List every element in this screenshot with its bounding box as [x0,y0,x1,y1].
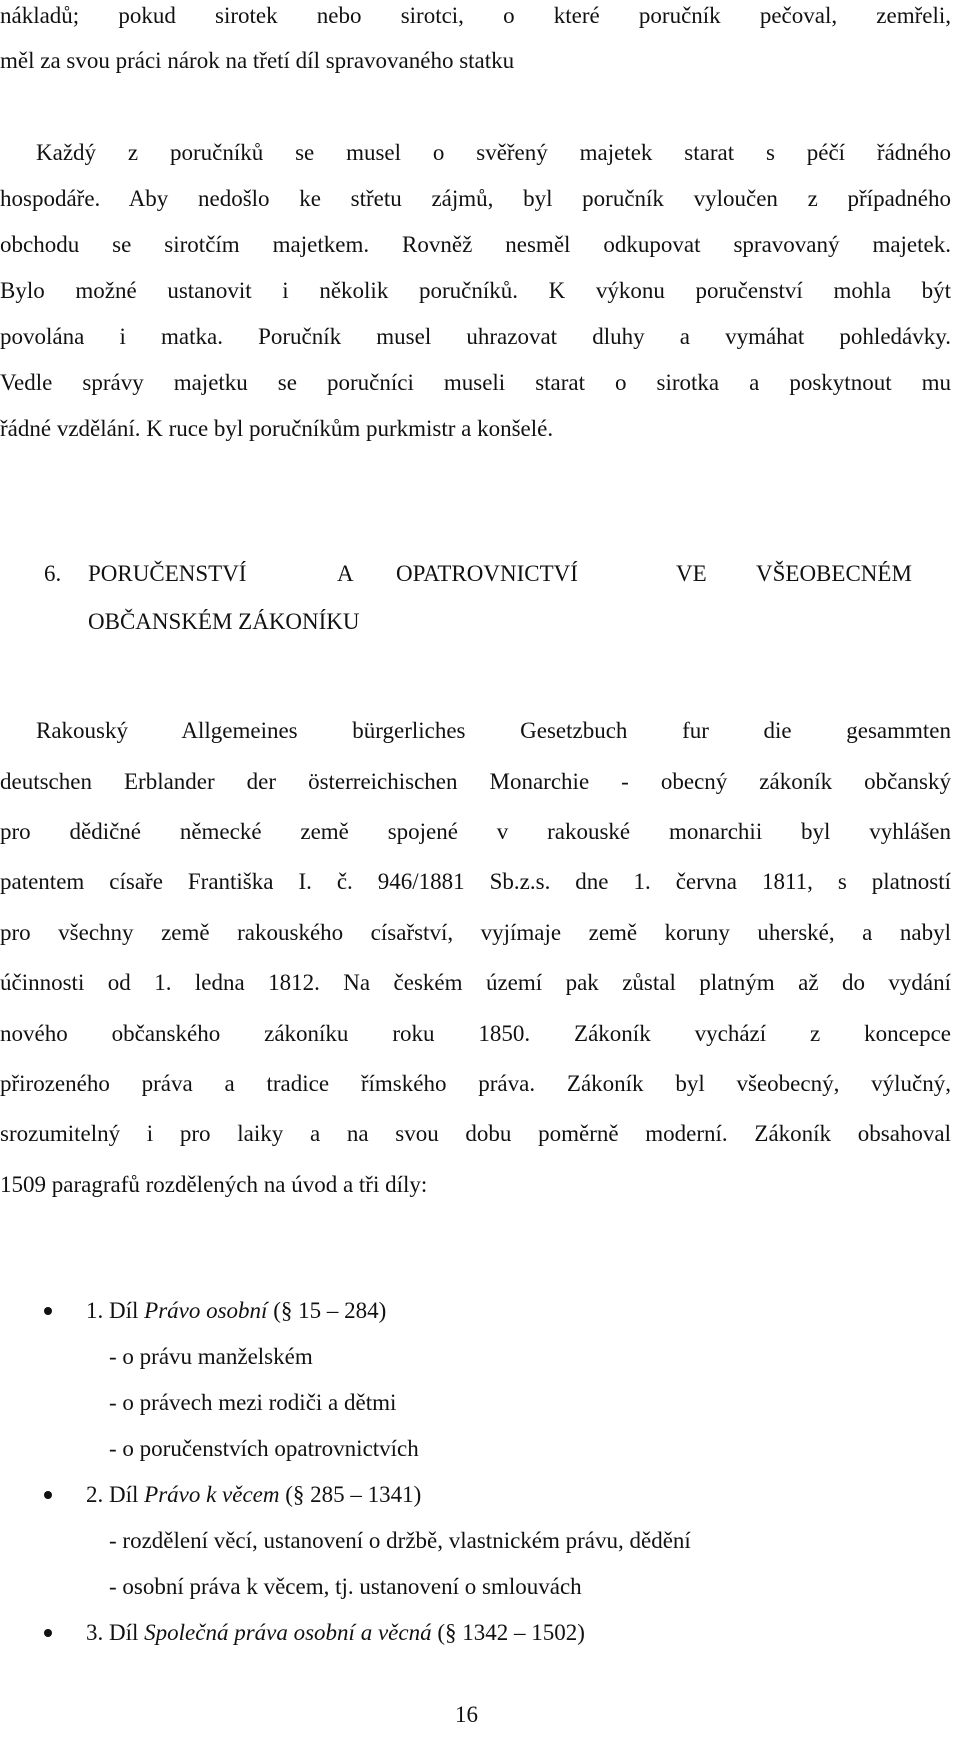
list-subitem: - osobní práva k věcem, tj. ustanovení o smlouvách [109,1574,582,1599]
text-line: Rakouský Allgemeines bürgerliches Gesetzbuch fur die gesammten [36,718,951,743]
heading-word: A [337,561,354,586]
text-line: povolána i matka. Poručník musel uhrazovat dluhy a vymáhat pohledávky. [0,324,951,349]
bullet-icon [44,1491,52,1499]
text-line: přirozeného práva a tradice římského práva. Zákoník byl všeobecný, výlučný, [0,1071,951,1096]
list-subitem: - rozdělení věcí, ustanovení o držbě, vlastnickém právu, dědění [109,1528,691,1553]
text-line: nového občanského zákoníku roku 1850. Zákoník vychází z koncepce [0,1021,951,1046]
part-title: Společná práva osobní a věcná [144,1620,432,1645]
part-prefix: 2. Díl [86,1482,145,1507]
text-line: řádné vzdělání. K ruce byl poručníkům purkmistr a konšelé. [0,416,554,441]
bullet-icon [44,1629,52,1637]
part-range: (§ 15 – 284) [267,1298,387,1323]
part-range: (§ 1342 – 1502) [431,1620,585,1645]
heading-word: OPATROVNICTVÍ [396,561,578,586]
text-line: srozumitelný i pro laiky a na svou dobu poměrně moderní. Zákoník obsahoval [0,1121,951,1146]
list-item-title [86,1480,421,1510]
text-line: měl za svou práci nárok na třetí díl spravovaného statku [0,48,515,73]
text-line: nákladů; pokud sirotek nebo sirotci, o které poručník pečoval, zemřeli, [0,3,951,28]
text-line: obchodu se sirotčím majetkem. Rovněž nesměl odkupovat spravovaný majetek. [0,232,951,257]
bullet-icon [44,1307,52,1315]
text-line: 1509 paragrafů rozdělených na úvod a tři díly: [0,1172,428,1197]
list-subitem: - o právech mezi rodiči a dětmi [109,1390,397,1415]
text-line: účinnosti od 1. ledna 1812. Na českém území pak zůstal platným až do vydání [0,970,951,995]
text-line: Každý z poručníků se musel o svěřený majetek starat s péčí řádného [36,140,951,165]
text-line: Bylo možné ustanovit i několik poručníků. K výkonu poručenství mohla být [0,278,951,303]
heading-word: VE [676,561,707,586]
text-line: hospodáře. Aby nedošlo ke střetu zájmů, byl poručník vyloučen z případného [0,186,951,211]
part-title: Právo k věcem [144,1482,280,1507]
list-item-title [86,1296,386,1326]
list-item-title [86,1618,585,1648]
text-line: deutschen Erblander der österreichischen Monarchie - obecný zákoník občanský [0,769,951,794]
text-line: patentem císaře Františka I. č. 946/1881 Sb.z.s. dne 1. června 1811, s platností [0,869,951,894]
part-title: Právo osobní [144,1298,268,1323]
part-range: (§ 285 – 1341) [279,1482,422,1507]
heading-word: PORUČENSTVÍ [88,561,247,586]
text-line: pro všechny země rakouského císařství, vyjímaje země koruny uherské, a nabyl [0,920,951,945]
heading-line-2: OBČANSKÉM ZÁKONÍKU [88,609,360,634]
page-number: 16 [455,1702,478,1727]
part-prefix: 1. Díl [86,1298,145,1323]
list-subitem: - o právu manželském [109,1344,313,1369]
part-prefix: 3. Díl [86,1620,145,1645]
text-line: pro dědičné německé země spojené v rakouské monarchii byl vyhlášen [0,819,951,844]
section-number: 6. [44,561,62,586]
text-line: Vedle správy majetku se poručníci museli starat o sirotka a poskytnout mu [0,370,951,395]
heading-word: VŠEOBECNÉM [756,561,912,586]
list-subitem: - o poručenstvích opatrovnictvích [109,1436,419,1461]
